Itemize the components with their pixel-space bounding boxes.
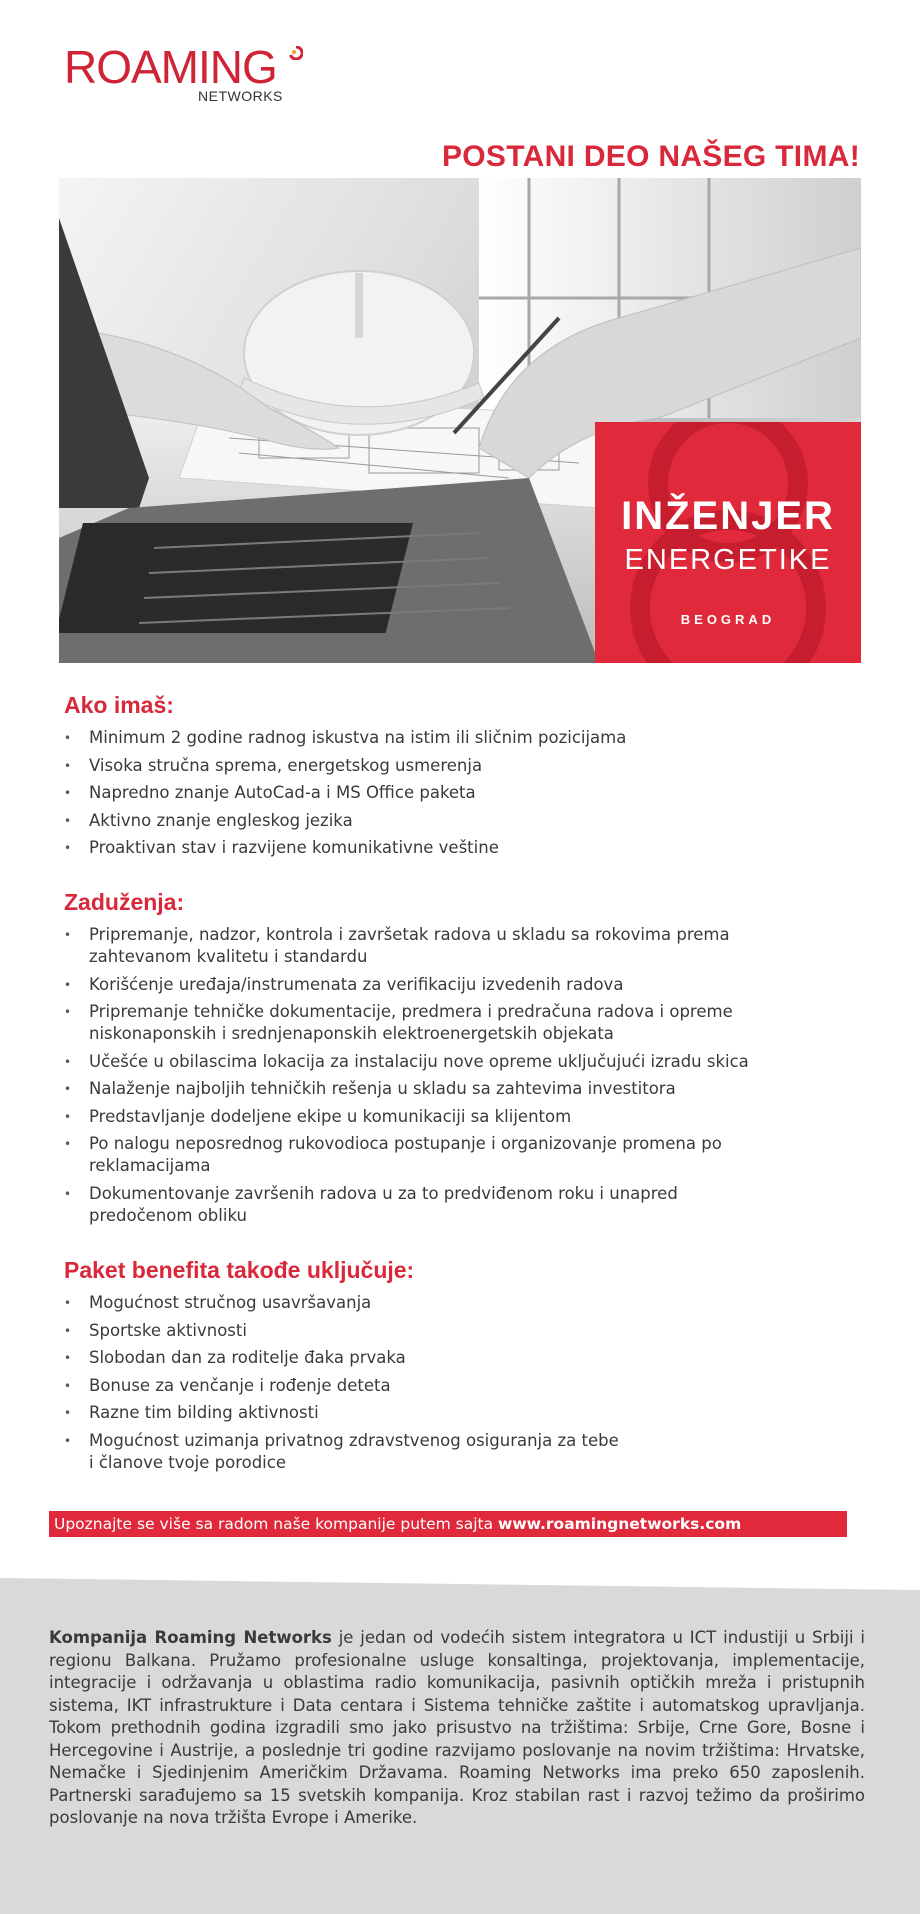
list-item: • Aktivno znanje engleskog jezika	[64, 810, 854, 832]
requirements-list	[64, 727, 854, 859]
list-item: • Proaktivan stav i razvijene komunikativne veštine	[64, 837, 854, 859]
benefits-list	[64, 1292, 624, 1474]
company-description-text: je jedan od vodećih sistem integratora u ICT industiji u Srbiji i regionu Balkana. Pružamo profesionalne usluge konsaltinga, projektovanja, implementacije, integracije i održavanja u oblastima radio komunikacija, pasivnih optičkih mreža i pristupnih sistema, IKT infrastrukture i Data centara i Sistema tehničke zaštite i automatskog upravljanja. Tokom prethodnih godina izgradili smo jako prisustvo na tržištima: Srbije, Crne Gore, Bosne i Hercegovine i Austrije, a poslednje tri godine razvijamo poslovanje na novim tržištima: Hrvatske, Nemačke i Sjedinjenim Američkim Državama. Roaming Networks ima preko 650 zaposlenih. Partnerski sarađujemo sa 15 svetskih kompanija. Kroz stabilan rast i razvoj težimo da proširimo poslovanje na nova tržišta Evrope i Amerike.	[49, 1628, 865, 1827]
list-item: • Pripremanje tehničke dokumentacije, predmera i predračuna radova i opreme niskonaponskih i srednjenaponskih elektroenergetskih objekata	[64, 1001, 804, 1045]
job-title: INŽENJER	[621, 494, 835, 538]
list-item: • Pripremanje, nadzor, kontrola i završetak radova u skladu sa rokovima prema zahtevanom kvalitetu i standardu	[64, 924, 804, 968]
duties-title: Zaduženja:	[64, 889, 185, 915]
list-item: • Po nalogu neposrednog rukovodioca postupanje i organizovanje promena po reklamacijama	[64, 1133, 804, 1177]
duties-list	[64, 924, 804, 1227]
duties-section	[64, 889, 854, 1232]
list-item: • Visoka stručna sprema, energetskog usmerenja	[64, 755, 854, 777]
list-item: • Slobodan dan za roditelje đaka prvaka	[64, 1347, 624, 1369]
company-logo	[64, 41, 304, 108]
logo-mark-icon	[289, 46, 303, 60]
list-item: • Predstavljanje dodeljene ekipe u komunikaciji sa klijentom	[64, 1106, 804, 1128]
list-item: • Mogućnost stručnog usavršavanja	[64, 1292, 624, 1314]
list-item: • Dokumentovanje završenih radova u za to predviđenom roku i unapred predočenom obliku	[64, 1183, 684, 1227]
list-item: • Nalaženje najboljih tehničkih rešenja u skladu sa zahtevima investitora	[64, 1078, 804, 1100]
list-item: • Učešće u obilascima lokacija za instalaciju nove opreme uključujući izradu skica	[64, 1051, 804, 1073]
list-item: • Bonuse za venčanje i rođenje deteta	[64, 1375, 624, 1397]
website-link[interactable]: www.roamingnetworks.com	[498, 1515, 742, 1533]
list-item: • Napredno znanje AutoCad-a i MS Office paketa	[64, 782, 854, 804]
logo-wordmark: ROAMING	[64, 41, 277, 93]
benefits-title: Paket benefita takođe uključuje:	[64, 1257, 415, 1283]
list-item: • Minimum 2 godine radnog iskustva na istim ili sličnim pozicijama	[64, 727, 854, 749]
logo-subtitle: NETWORKS	[198, 88, 283, 104]
website-banner	[49, 1511, 847, 1537]
job-title-badge	[595, 422, 861, 663]
company-description	[49, 1627, 865, 1830]
page-headline: POSTANI DEO NAŠEG TIMA!	[441, 140, 860, 173]
company-name: Kompanija Roaming Networks	[49, 1628, 332, 1647]
list-item: • Razne tim bilding aktivnosti	[64, 1402, 624, 1424]
list-item: • Korišćenje uređaja/instrumenata za verifikaciju izvedenih radova	[64, 974, 804, 996]
requirements-section	[64, 692, 854, 865]
website-banner-text: Upoznajte se više sa radom naše kompanije putem sajta	[54, 1515, 499, 1533]
list-item: • Mogućnost uzimanja privatnog zdravstvenog osiguranja za tebe i članove tvoje porodice	[64, 1430, 624, 1474]
benefits-section	[64, 1257, 854, 1479]
job-location: BEOGRAD	[680, 612, 776, 627]
requirements-title: Ako imaš:	[64, 692, 174, 718]
list-item: • Sportske aktivnosti	[64, 1320, 624, 1342]
hero-image	[59, 178, 861, 663]
job-subtitle: ENERGETIKE	[624, 544, 832, 576]
